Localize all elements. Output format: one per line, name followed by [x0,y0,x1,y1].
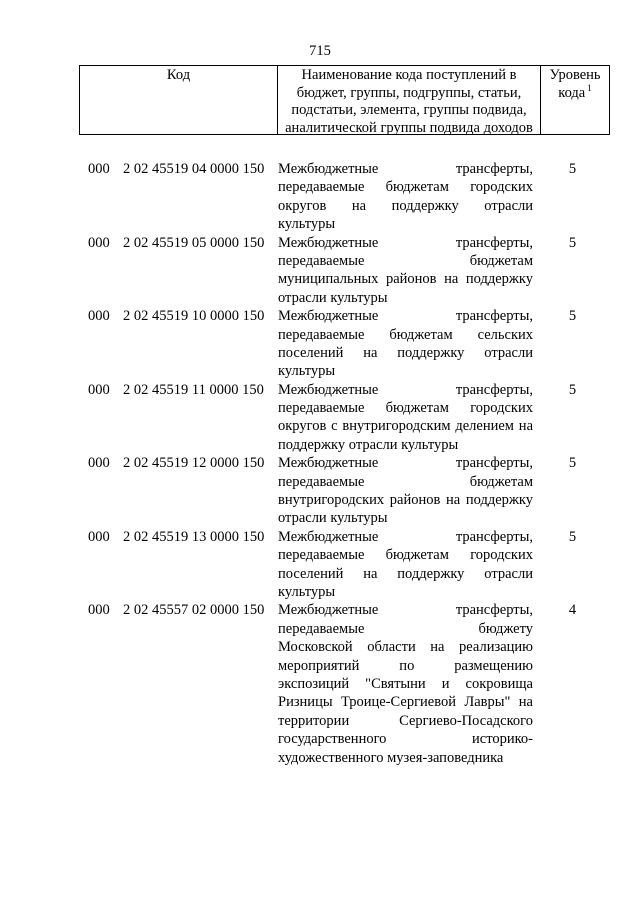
code-level: 5 [568,308,577,325]
code-level: 5 [568,381,577,398]
admin-code: 000 [88,528,110,545]
revenue-name-line: Межбюджетные трансферты, [278,455,533,472]
revenue-name-line: поселений на поддержку отрасли [278,565,533,582]
revenue-name-line: округов с внутригородским делением на [278,418,533,435]
revenue-name-line: экспозиций "Святыни и сокровища [278,675,533,692]
revenue-name-line: передаваемые бюджетам [278,473,533,490]
header-name-line: подстатьи, элемента, группы подвида, [291,102,527,119]
revenue-code: 2 02 45519 11 0000 150 [123,381,264,398]
header-name [278,66,541,134]
revenue-name-line: передаваемые бюджетам сельских [278,326,533,343]
admin-code: 000 [88,308,110,325]
revenue-name-line: внутригородских районов на поддержку [278,492,533,509]
table-header [79,65,610,135]
table-body [79,160,610,767]
table-row [79,528,610,602]
code-level: 5 [568,234,577,251]
revenue-name-line: отрасли культуры [278,289,388,306]
revenue-name-line: культуры [278,216,336,233]
admin-code: 000 [88,381,110,398]
header-level-line [541,82,609,103]
revenue-name-line: Межбюджетные трансферты, [278,528,533,545]
revenue-name-line: государственного историко- [278,731,533,748]
revenue-name [277,307,533,381]
revenue-name-line: передаваемые бюджету [278,620,533,637]
revenue-name-line: культуры [278,363,336,380]
header-code: Код [80,66,278,134]
revenue-name-line: передаваемые бюджетам городских [278,547,533,564]
revenue-name-line: передаваемые бюджетам городских [278,179,533,196]
table-row [79,601,610,767]
revenue-name-line: Межбюджетные трансферты, [278,308,533,325]
revenue-name-line: Ризницы Троице-Сергиевой Лавры" на [278,694,533,711]
revenue-name-line: художественного музея-заповедника [278,749,504,766]
table-row [79,307,610,381]
header-level-line: Уровень [549,67,601,83]
code-level: 5 [568,455,577,472]
table-row [79,381,610,455]
revenue-name-line: Межбюджетные трансферты, [278,381,533,398]
revenue-name-line: Межбюджетные трансферты, [278,161,533,177]
table-row [79,160,610,234]
revenue-name [277,528,533,602]
revenue-name-line: Межбюджетные трансферты, [278,602,533,619]
header-level [541,66,609,134]
table-row [79,234,610,308]
revenue-name [277,381,533,455]
admin-code: 000 [88,234,110,251]
revenue-name-line: Межбюджетные трансферты, [278,234,533,251]
revenue-code: 2 02 45557 02 0000 150 [123,602,265,619]
revenue-name-line: мероприятий по размещению [278,657,533,674]
header-level-text: кода [558,84,586,101]
revenue-name-line: Московской области на реализацию [278,639,533,656]
table-row [79,454,610,528]
revenue-name-line: поддержку отрасли культуры [278,436,459,453]
revenue-code: 2 02 45519 05 0000 150 [123,234,265,251]
revenue-name [277,454,533,528]
code-level: 5 [568,161,577,177]
revenue-code: 2 02 45519 12 0000 150 [123,455,265,472]
admin-code: 000 [88,602,110,619]
revenue-name-line: территории Сергиево-Посадского [278,712,533,729]
revenue-name-line: передаваемые бюджетам городских [278,400,533,417]
header-name-line: аналитической группы подвида доходов [285,119,533,136]
admin-code: 000 [88,455,110,472]
admin-code: 000 [88,161,110,177]
code-level: 5 [568,528,577,545]
revenue-name-line: округов на поддержку отрасли [278,197,533,214]
revenue-code: 2 02 45519 13 0000 150 [123,528,265,545]
revenue-name-line: поселений на поддержку отрасли [278,344,533,361]
revenue-name [277,234,533,308]
revenue-code: 2 02 45519 10 0000 150 [123,308,265,325]
revenue-name-line: муниципальных районов на поддержку [278,271,533,288]
header-name-line: Наименование кода поступлений в [301,67,517,83]
footnote-marker: 1 [587,82,592,93]
revenue-name-line: отрасли культуры [278,510,388,527]
revenue-name [277,601,533,767]
revenue-code: 2 02 45519 04 0000 150 [123,161,265,177]
code-level: 4 [568,602,577,619]
page-number: 715 [309,43,331,59]
revenue-name-line: передаваемые бюджетам [278,252,533,269]
revenue-name-line: культуры [278,583,336,600]
header-name-line: бюджет, группы, подгруппы, статьи, [296,84,522,101]
revenue-name [277,160,533,234]
